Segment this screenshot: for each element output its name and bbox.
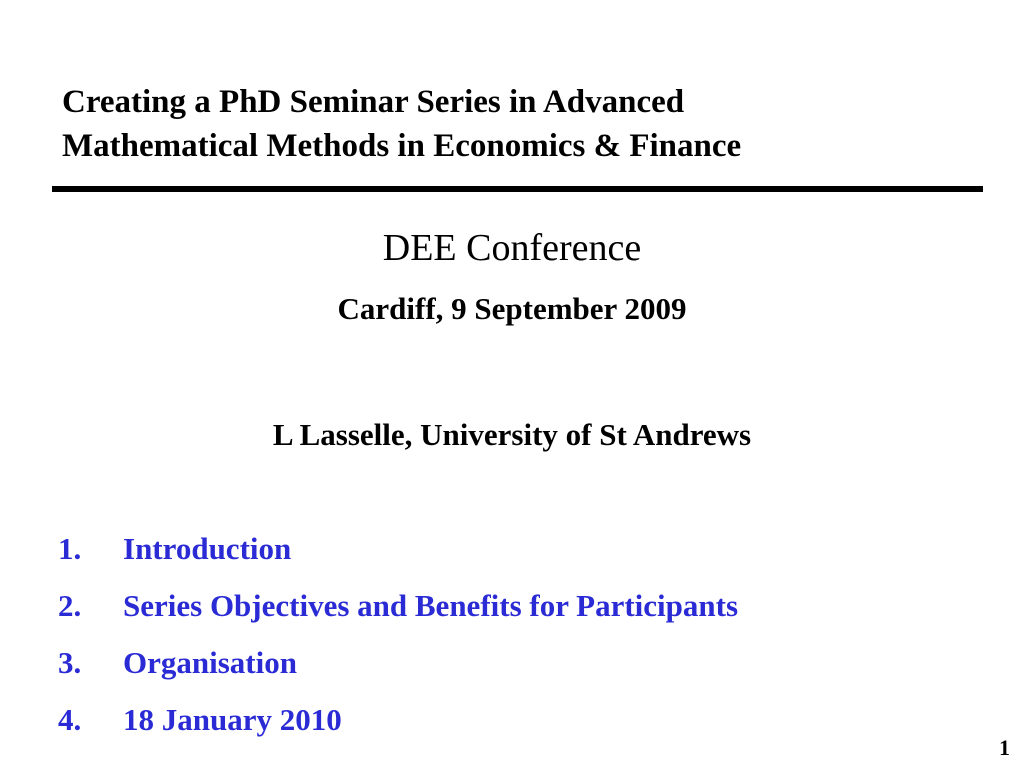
agenda-item-label: Introduction [123,531,292,566]
agenda-item-number: 2. [58,588,82,623]
agenda-item [58,584,738,641]
agenda-item [58,641,738,698]
agenda-item [58,527,738,584]
slide-title-line-2: Mathematical Methods in Economics & Finance [62,128,742,164]
agenda-item-number: 4. [58,702,82,737]
conference-name: DEE Conference [382,227,642,269]
agenda-item-number: 3. [58,645,82,680]
agenda-item-label: Series Objectives and Benefits for Participants [123,588,739,623]
slide-title [62,80,962,168]
agenda-item [58,698,738,755]
page-number: 1 [999,735,1010,760]
conference-place-date: Cardiff, 9 September 2009 [337,291,687,326]
slide-title-line-1: Creating a PhD Seminar Series in Advanced [62,84,685,120]
agenda-item-label: 18 January 2010 [123,702,342,737]
agenda-item-label: Organisation [123,645,297,680]
agenda-item-number: 1. [58,531,82,566]
title-divider [52,186,983,192]
author-affiliation: L Lasselle, University of St Andrews [272,417,752,452]
agenda-list [58,527,738,755]
